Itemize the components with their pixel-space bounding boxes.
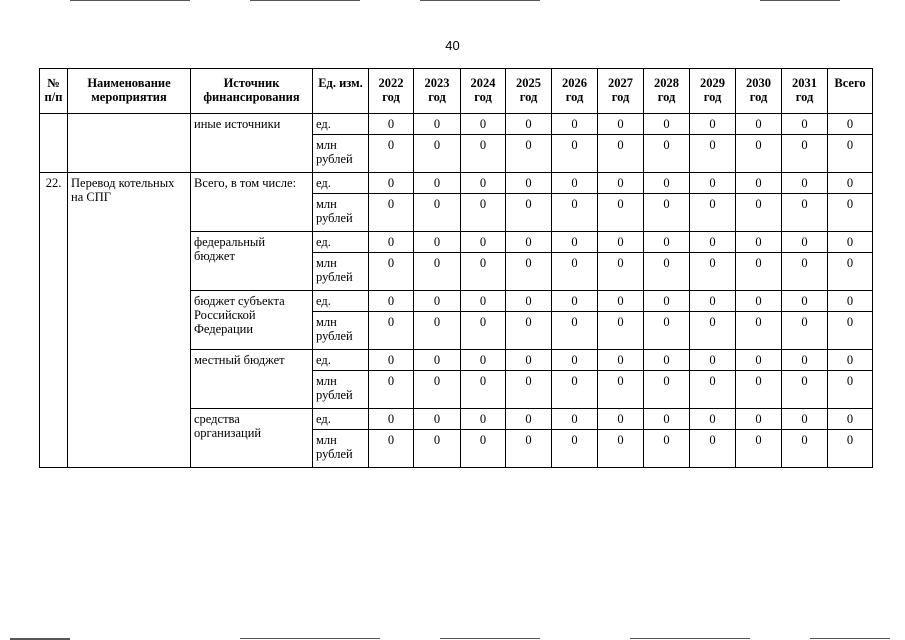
scan-edge-bottom-3: [440, 638, 540, 639]
value-cell: 0: [414, 312, 461, 350]
value-cell: 0: [369, 291, 414, 312]
source-cell: федеральный бюджет: [191, 232, 313, 291]
value-cell: 0: [598, 312, 644, 350]
header-cell: 2028 год: [644, 69, 690, 114]
scan-edge-top-2: [250, 0, 360, 1]
value-cell: 0: [552, 135, 598, 173]
value-cell: 0: [828, 430, 873, 468]
value-cell: 0: [369, 409, 414, 430]
value-cell: 0: [782, 291, 828, 312]
unit-cell: млн рублей: [313, 253, 369, 291]
value-cell: 0: [414, 430, 461, 468]
source-cell: бюджет субъекта Российской Федерации: [191, 291, 313, 350]
value-cell: 0: [506, 350, 552, 371]
value-cell: 0: [690, 135, 736, 173]
value-cell: 0: [690, 291, 736, 312]
value-cell: 0: [644, 135, 690, 173]
value-cell: 0: [782, 232, 828, 253]
value-cell: 0: [369, 194, 414, 232]
value-cell: 0: [598, 114, 644, 135]
unit-cell: ед.: [313, 291, 369, 312]
value-cell: 0: [782, 173, 828, 194]
value-cell: 0: [506, 291, 552, 312]
value-cell: 0: [598, 194, 644, 232]
unit-cell: ед.: [313, 232, 369, 253]
value-cell: 0: [506, 232, 552, 253]
unit-cell: млн рублей: [313, 194, 369, 232]
scan-edge-top-1: [70, 0, 190, 1]
value-cell: 0: [506, 173, 552, 194]
value-cell: 0: [828, 291, 873, 312]
value-cell: 0: [552, 173, 598, 194]
value-cell: 0: [736, 409, 782, 430]
value-cell: 0: [506, 409, 552, 430]
value-cell: 0: [690, 312, 736, 350]
value-cell: 0: [828, 135, 873, 173]
value-cell: 0: [644, 173, 690, 194]
value-cell: 0: [690, 194, 736, 232]
value-cell: 0: [552, 312, 598, 350]
header-cell: Источник финансирования: [191, 69, 313, 114]
value-cell: 0: [506, 430, 552, 468]
value-cell: 0: [369, 253, 414, 291]
unit-cell: ед.: [313, 409, 369, 430]
value-cell: 0: [598, 350, 644, 371]
value-cell: 0: [598, 430, 644, 468]
unit-cell: ед.: [313, 350, 369, 371]
value-cell: 0: [736, 173, 782, 194]
value-cell: 0: [828, 350, 873, 371]
value-cell: 0: [369, 430, 414, 468]
value-cell: 0: [552, 194, 598, 232]
value-cell: 0: [414, 232, 461, 253]
header-cell: 2025 год: [506, 69, 552, 114]
value-cell: 0: [690, 409, 736, 430]
value-cell: 0: [782, 371, 828, 409]
value-cell: 0: [552, 430, 598, 468]
scan-edge-bottom-5: [810, 638, 890, 639]
value-cell: 0: [414, 350, 461, 371]
header-cell: 2030 год: [736, 69, 782, 114]
value-cell: 0: [461, 232, 506, 253]
value-cell: 0: [690, 350, 736, 371]
value-cell: 0: [598, 173, 644, 194]
value-cell: 0: [598, 253, 644, 291]
source-cell: Всего, в том числе:: [191, 173, 313, 232]
unit-cell: млн рублей: [313, 135, 369, 173]
value-cell: 0: [461, 430, 506, 468]
value-cell: 0: [736, 135, 782, 173]
empty-number-cell: [40, 114, 68, 173]
value-cell: 0: [644, 350, 690, 371]
value-cell: 0: [644, 114, 690, 135]
value-cell: 0: [782, 430, 828, 468]
value-cell: 0: [736, 114, 782, 135]
value-cell: 0: [644, 291, 690, 312]
value-cell: 0: [506, 253, 552, 291]
value-cell: 0: [644, 430, 690, 468]
value-cell: 0: [461, 173, 506, 194]
value-cell: 0: [414, 291, 461, 312]
value-cell: 0: [414, 173, 461, 194]
value-cell: 0: [552, 232, 598, 253]
value-cell: 0: [414, 371, 461, 409]
value-cell: 0: [506, 312, 552, 350]
value-cell: 0: [828, 253, 873, 291]
value-cell: 0: [736, 253, 782, 291]
value-cell: 0: [644, 194, 690, 232]
value-cell: 0: [598, 409, 644, 430]
value-cell: 0: [461, 194, 506, 232]
header-cell: 2027 год: [598, 69, 644, 114]
value-cell: 0: [552, 253, 598, 291]
value-cell: 0: [506, 135, 552, 173]
value-cell: 0: [598, 135, 644, 173]
source-cell: местный бюджет: [191, 350, 313, 409]
value-cell: 0: [828, 173, 873, 194]
value-cell: 0: [506, 194, 552, 232]
value-cell: 0: [414, 194, 461, 232]
value-cell: 0: [369, 232, 414, 253]
unit-cell: млн рублей: [313, 430, 369, 468]
value-cell: 0: [690, 173, 736, 194]
value-cell: 0: [736, 430, 782, 468]
value-cell: 0: [552, 114, 598, 135]
value-cell: 0: [369, 114, 414, 135]
value-cell: 0: [782, 253, 828, 291]
value-cell: 0: [369, 135, 414, 173]
value-cell: 0: [461, 371, 506, 409]
scan-edge-top-4: [760, 0, 840, 1]
value-cell: 0: [552, 409, 598, 430]
value-cell: 0: [736, 371, 782, 409]
unit-cell: млн рублей: [313, 371, 369, 409]
value-cell: 0: [461, 135, 506, 173]
value-cell: 0: [690, 114, 736, 135]
value-cell: 0: [736, 194, 782, 232]
value-cell: 0: [736, 291, 782, 312]
header-cell: 2029 год: [690, 69, 736, 114]
funding-table: [39, 68, 873, 468]
value-cell: 0: [644, 371, 690, 409]
value-cell: 0: [782, 135, 828, 173]
value-cell: 0: [690, 232, 736, 253]
value-cell: 0: [552, 371, 598, 409]
header-cell: Ед. изм.: [313, 69, 369, 114]
value-cell: 0: [782, 312, 828, 350]
value-cell: 0: [598, 291, 644, 312]
value-cell: 0: [414, 114, 461, 135]
value-cell: 0: [644, 253, 690, 291]
unit-cell: ед.: [313, 173, 369, 194]
header-row: [40, 69, 873, 114]
value-cell: 0: [644, 312, 690, 350]
unit-cell: ед.: [313, 114, 369, 135]
value-cell: 0: [828, 194, 873, 232]
value-cell: 0: [506, 371, 552, 409]
value-cell: 0: [690, 253, 736, 291]
value-cell: 0: [828, 409, 873, 430]
value-cell: 0: [552, 350, 598, 371]
source-cell: средства организаций: [191, 409, 313, 468]
value-cell: 0: [414, 135, 461, 173]
value-cell: 0: [736, 232, 782, 253]
value-cell: 0: [506, 114, 552, 135]
value-cell: 0: [736, 350, 782, 371]
value-cell: 0: [369, 173, 414, 194]
value-cell: 0: [782, 114, 828, 135]
value-cell: 0: [369, 350, 414, 371]
header-cell: 2023 год: [414, 69, 461, 114]
value-cell: 0: [552, 291, 598, 312]
scan-edge-top-3: [420, 0, 540, 1]
value-cell: 0: [782, 194, 828, 232]
value-cell: 0: [782, 350, 828, 371]
unit-cell: млн рублей: [313, 312, 369, 350]
item-number-cell: 22.: [40, 173, 68, 468]
source-cell: иные источники: [191, 114, 313, 173]
item-name-cell: Перевод котельных на СПГ: [68, 173, 191, 468]
header-cell: 2024 год: [461, 69, 506, 114]
value-cell: 0: [828, 371, 873, 409]
header-cell: 2022 год: [369, 69, 414, 114]
empty-name-cell: [68, 114, 191, 173]
header-cell: № п/п: [40, 69, 68, 114]
table-row: [40, 114, 873, 135]
value-cell: 0: [461, 409, 506, 430]
value-cell: 0: [690, 371, 736, 409]
header-cell: Наименование мероприятия: [68, 69, 191, 114]
value-cell: 0: [414, 409, 461, 430]
value-cell: 0: [828, 232, 873, 253]
value-cell: 0: [736, 312, 782, 350]
value-cell: 0: [461, 253, 506, 291]
value-cell: 0: [461, 312, 506, 350]
header-cell: Всего: [828, 69, 873, 114]
scan-edge-bottom-4: [630, 638, 750, 639]
value-cell: 0: [598, 232, 644, 253]
table-row: [40, 173, 873, 194]
value-cell: 0: [369, 371, 414, 409]
value-cell: 0: [369, 312, 414, 350]
value-cell: 0: [782, 409, 828, 430]
value-cell: 0: [644, 232, 690, 253]
value-cell: 0: [644, 409, 690, 430]
value-cell: 0: [461, 350, 506, 371]
value-cell: 0: [690, 430, 736, 468]
value-cell: 0: [598, 371, 644, 409]
value-cell: 0: [461, 114, 506, 135]
scan-edge-bottom-2: [240, 638, 380, 639]
header-cell: 2026 год: [552, 69, 598, 114]
value-cell: 0: [414, 253, 461, 291]
value-cell: 0: [828, 312, 873, 350]
value-cell: 0: [461, 291, 506, 312]
page-number: 40: [445, 38, 460, 53]
header-cell: 2031 год: [782, 69, 828, 114]
value-cell: 0: [828, 114, 873, 135]
